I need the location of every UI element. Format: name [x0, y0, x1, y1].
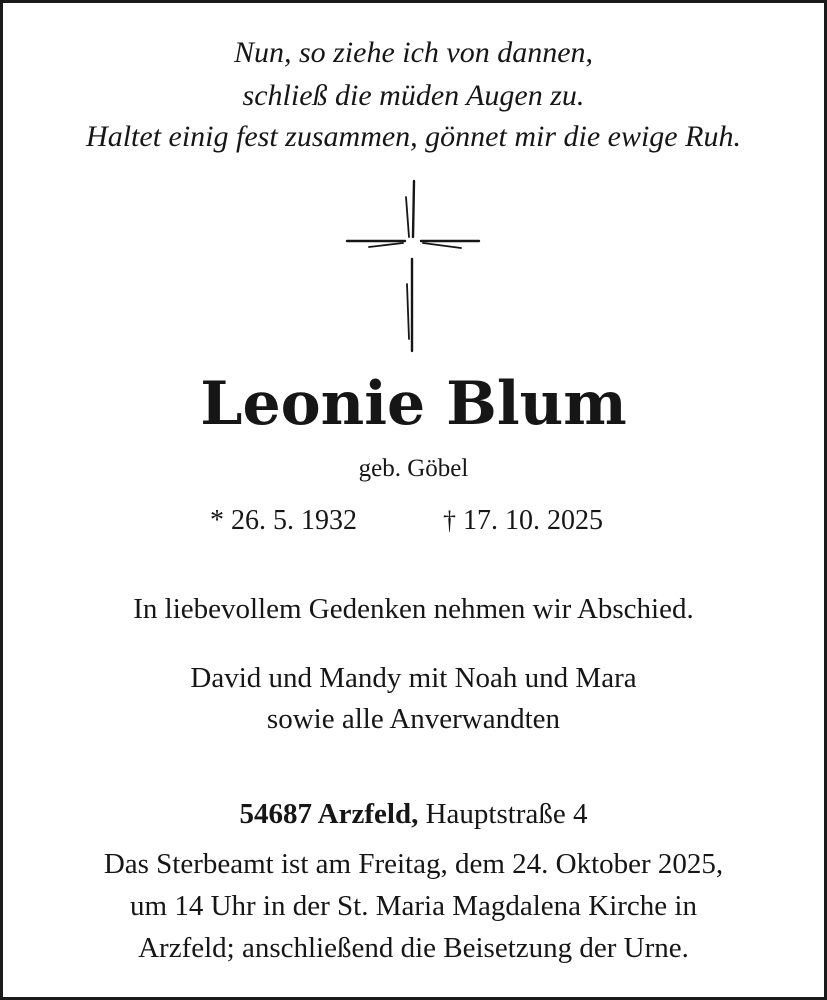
address-city: 54687 Arzfeld,	[239, 798, 419, 830]
farewell-text: In liebevollem Gedenken nehmen wir Abschied.	[133, 593, 694, 625]
death-date: 17. 10. 2025	[463, 505, 603, 536]
birth-date: 26. 5. 1932	[231, 505, 357, 536]
verse-line-1: Nun, so ziehe ich von dannen,	[233, 36, 594, 69]
service-line-2: um 14 Uhr in der St. Maria Magdalena Kirche in	[130, 890, 697, 922]
death-symbol: †	[443, 506, 456, 535]
birth-name: geb. Göbel	[358, 455, 469, 482]
service-line-3: Arzfeld; anschließend die Beisetzung der Urne.	[138, 932, 689, 964]
birth-date-group	[210, 505, 357, 537]
address-street: Hauptstraße 4	[425, 798, 588, 830]
verse-line-2: schließ die müden Augen zu.	[242, 79, 585, 112]
verse-line-3: Haltet einig fest zusammen, gönnet mir die ewige Ruh.	[86, 120, 741, 153]
birth-symbol: *	[210, 505, 224, 536]
address	[3, 798, 824, 831]
deceased-name: Leonie Blum	[200, 369, 627, 439]
cross-icon	[343, 179, 483, 354]
family-line-1: David und Mandy mit Noah und Mara	[190, 662, 637, 694]
service-line-1: Das Sterbeamt ist am Freitag, dem 24. Oktober 2025,	[103, 848, 724, 880]
family-line-2: sowie alle Anverwandten	[266, 703, 561, 735]
death-date-group	[443, 505, 603, 537]
